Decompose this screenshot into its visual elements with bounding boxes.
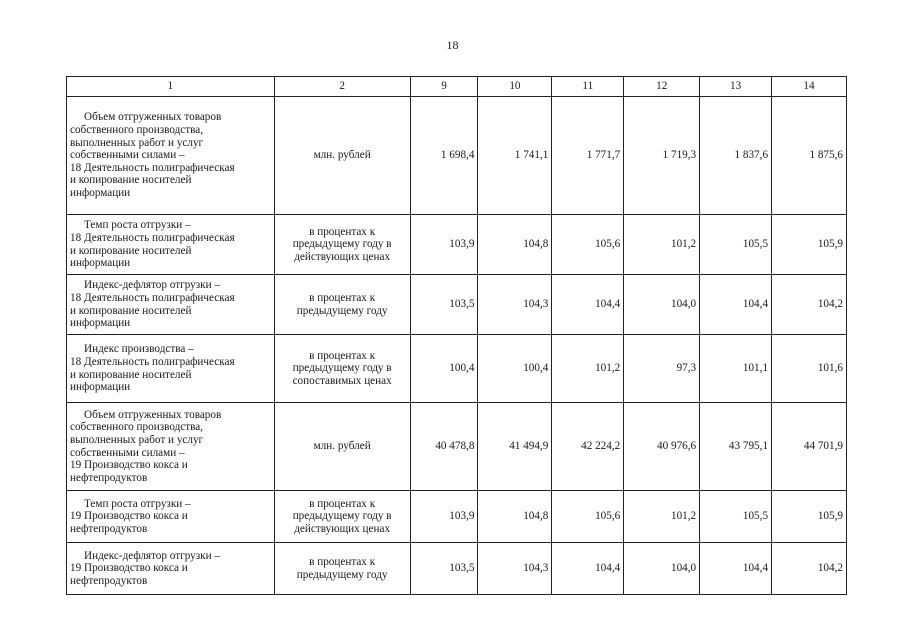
value-cell: 1 719,3 [624,97,700,215]
value-cell: 104,3 [478,543,552,595]
indicator-line: 19 Производство кокса и [70,510,188,523]
unit-line: сопоставимых ценах [292,374,392,387]
indicator-line: информации [70,381,131,394]
indicator-line: 18 Деятельность полиграфическая [70,291,235,304]
table-header-row [67,77,847,97]
value-cell: 41 494,9 [478,403,552,491]
column-header: 9 [410,77,478,97]
value-cell: 1 698,4 [410,97,478,215]
unit-cell [274,543,410,595]
indicator-line: 18 Деятельность полиграфическая [70,231,235,244]
value-cell: 100,4 [410,335,478,403]
indicator-line: 18 Деятельность полиграфическая [70,161,235,174]
indicator-cell [67,335,275,403]
indicator-cell [67,543,275,595]
indicator-line: 19 Производство кокса и [70,562,188,575]
indicator-line: информации [70,317,131,330]
value-cell: 104,2 [772,275,847,335]
column-header: 14 [772,77,847,97]
indicator-cell [67,97,275,215]
value-cell: 40 478,8 [410,403,478,491]
unit-line: предыдущему году [296,304,388,317]
indicator-line: информации [70,186,131,199]
value-cell: 104,8 [478,215,552,275]
table-row [67,543,847,595]
unit-cell [274,275,410,335]
indicator-line: Темп роста отгрузки – [84,497,191,510]
indicator-line: и копирование носителей [70,174,192,187]
indicator-line: и копирование носителей [70,244,192,257]
value-cell: 103,9 [410,215,478,275]
table-row [67,335,847,403]
value-cell: 101,6 [772,335,847,403]
value-cell: 44 701,9 [772,403,847,491]
indicator-cell [67,215,275,275]
indicator-cell [67,275,275,335]
unit-line: в процентах к [309,291,376,304]
table-row [67,403,847,491]
indicator-line: собственного производства, [70,421,204,434]
unit-line: предыдущему году в [292,362,392,375]
indicator-line: собственного производства, [70,124,204,137]
indicator-cell [67,403,275,491]
unit-line: предыдущему году в [292,510,392,523]
unit-cell [274,491,410,543]
value-cell: 101,2 [624,491,700,543]
unit-cell [274,215,410,275]
unit-line: в процентах к [309,555,376,568]
value-cell: 100,4 [478,335,552,403]
indicator-line: Индекс-дефлятор отгрузки – [84,279,220,292]
value-cell: 104,4 [700,543,772,595]
value-cell: 104,8 [478,491,552,543]
value-cell: 1 741,1 [478,97,552,215]
unit-line: предыдущему году в [292,238,392,251]
unit-line: действующих ценах [294,250,391,263]
indicator-line: 19 Производство кокса и [70,459,188,472]
column-header: 1 [67,77,275,97]
value-cell: 101,1 [700,335,772,403]
value-cell: 104,0 [624,543,700,595]
value-cell: 1 771,7 [552,97,624,215]
value-cell: 104,4 [700,275,772,335]
indicator-line: собственными силами – [70,149,185,162]
indicator-line: и копирование носителей [70,368,192,381]
value-cell: 105,6 [552,491,624,543]
value-cell: 101,2 [552,335,624,403]
value-cell: 97,3 [624,335,700,403]
unit-line: в процентах к [309,497,376,510]
indicator-line: Темп роста отгрузки – [84,219,191,232]
table-row [67,97,847,215]
value-cell: 1 837,6 [700,97,772,215]
indicator-line: собственными силами – [70,446,185,459]
indicator-line: выполненных работ и услуг [70,136,204,149]
unit-cell [274,403,410,491]
value-cell: 101,2 [624,215,700,275]
unit-line: в процентах к [309,225,376,238]
unit-line: предыдущему году [296,568,388,581]
column-header: 10 [478,77,552,97]
indicator-line: выполненных работ и услуг [70,433,204,446]
unit-line: в процентах к [309,349,376,362]
value-cell: 103,5 [410,275,478,335]
value-cell: 104,0 [624,275,700,335]
value-cell: 1 875,6 [772,97,847,215]
indicator-cell [67,491,275,543]
value-cell: 103,9 [410,491,478,543]
value-cell: 105,9 [772,491,847,543]
page-number: 18 [446,38,459,52]
unit-line: млн. рублей [313,440,371,453]
indicator-line: Индекс-дефлятор отгрузки – [84,549,220,562]
value-cell: 104,2 [772,543,847,595]
value-cell: 104,4 [552,543,624,595]
column-header: 12 [624,77,700,97]
indicator-line: Объем отгруженных товаров [84,111,222,124]
value-cell: 105,9 [772,215,847,275]
value-cell: 105,5 [700,491,772,543]
indicator-line: 18 Деятельность полиграфическая [70,355,235,368]
unit-cell [274,335,410,403]
indicator-line: Индекс производства – [84,343,194,356]
indicator-line: и копирование носителей [70,304,192,317]
unit-line: млн. рублей [313,149,371,162]
indicator-line: нефтепродуктов [70,522,148,535]
table-row [67,275,847,335]
value-cell: 43 795,1 [700,403,772,491]
column-header: 11 [552,77,624,97]
unit-cell [274,97,410,215]
value-cell: 105,6 [552,215,624,275]
value-cell: 103,5 [410,543,478,595]
unit-line: действующих ценах [294,522,391,535]
value-cell: 42 224,2 [552,403,624,491]
statistics-table [66,76,847,595]
value-cell: 105,5 [700,215,772,275]
table-row [67,215,847,275]
table-row [67,491,847,543]
column-header: 13 [700,77,772,97]
indicator-line: нефтепродуктов [70,471,148,484]
value-cell: 104,4 [552,275,624,335]
value-cell: 104,3 [478,275,552,335]
value-cell: 40 976,6 [624,403,700,491]
indicator-line: информации [70,257,131,270]
column-header: 2 [274,77,410,97]
indicator-line: нефтепродуктов [70,574,148,587]
indicator-line: Объем отгруженных товаров [84,408,222,421]
